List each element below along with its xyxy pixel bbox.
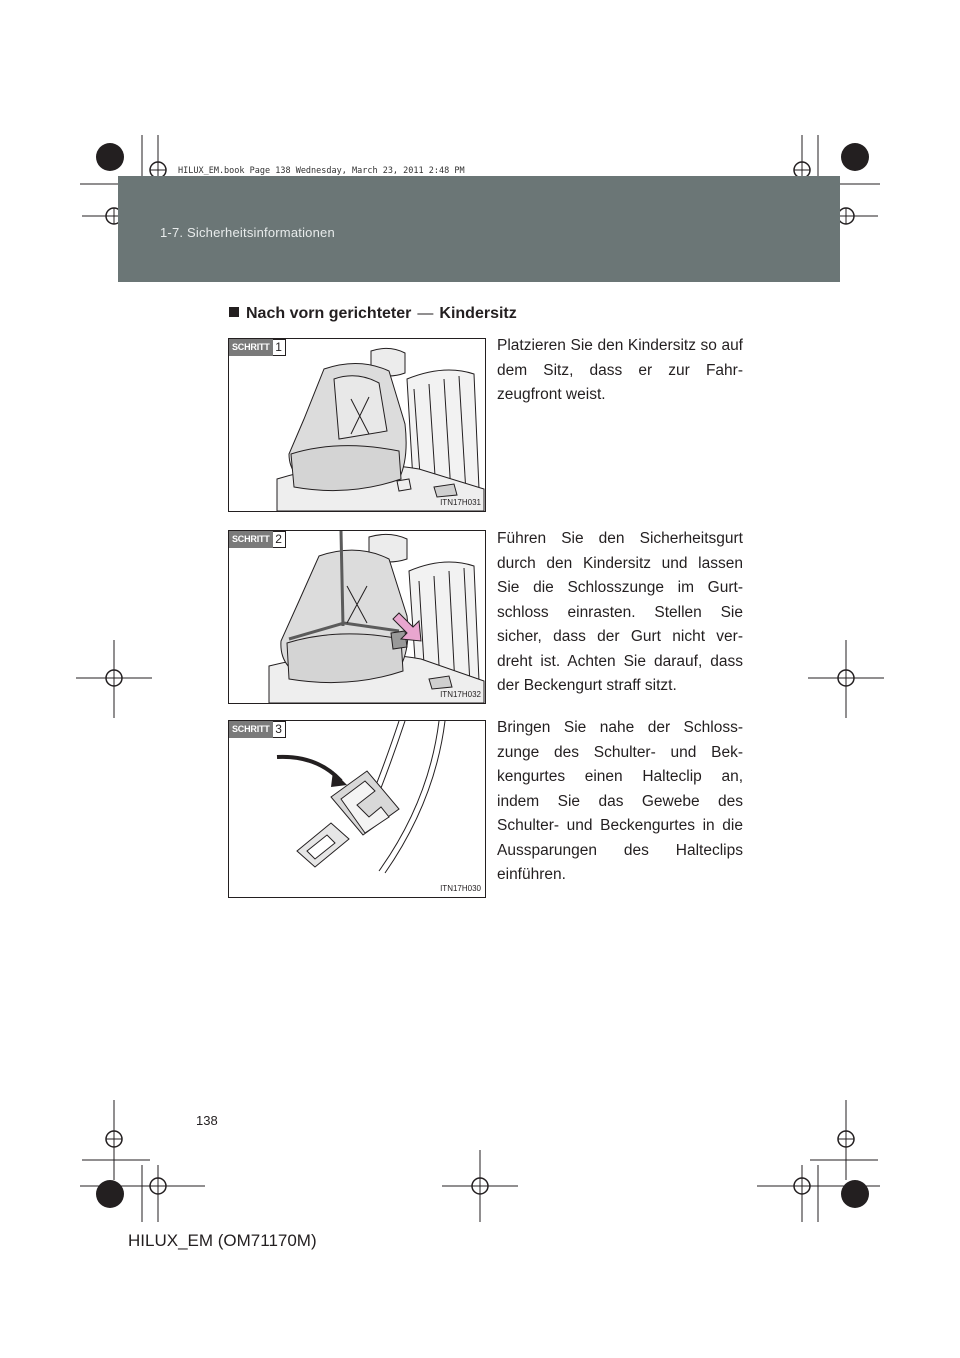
step-3-figure — [228, 720, 486, 898]
child-seat-placement-illustration — [229, 339, 485, 511]
step-2-label — [229, 531, 286, 548]
heading-sub: Kindersitz — [439, 305, 517, 322]
book-stamp: HILUX_EM.book Page 138 Wednesday, March 23, 2011 2:48 PM — [178, 166, 465, 176]
step-word: SCHRITT — [229, 339, 273, 356]
step-number: 2 — [273, 531, 286, 548]
section-heading — [229, 305, 517, 323]
step-1-figure — [228, 338, 486, 512]
page-number: 138 — [196, 1113, 218, 1128]
step-3-text: Bringen Sie nahe der Schloss-zunge des Schulter- und Bek-kengurtes einen Halteclip an, indem Sie das Gewebe des Schulter- und Beckengurtes in die Aussparungen des Halteclips einführen. — [497, 719, 743, 883]
figure-code: ITN17H030 — [440, 884, 481, 893]
step-2-text: Führen Sie den Sicherheitsgurt durch den Kindersitz und lassen Sie die Schlosszunge im Gurt-schloss einrasten. Stellen Sie sicher, dass der Gurt nicht ver-dreht ist. Achten Sie darauf, dass der Beckengurt straff sitzt. — [497, 530, 743, 694]
section-title: 1-7. Sicherheitsinformationen — [160, 225, 335, 240]
step-number: 1 — [273, 339, 286, 356]
bullet-square-icon — [229, 307, 239, 317]
figure-code: ITN17H032 — [440, 690, 481, 699]
step-word: SCHRITT — [229, 721, 273, 738]
heading-main: Nach vorn gerichteter — [246, 305, 412, 322]
footer-code: HILUX_EM (OM71170M) — [128, 1231, 317, 1250]
step-1-text: Platzieren Sie den Kindersitz so auf dem Sitz, dass er zur Fahr-zeugfront weist. — [497, 337, 743, 403]
heading-dash: — — [417, 305, 434, 322]
figure-code: ITN17H031 — [440, 498, 481, 507]
step-2-figure — [228, 530, 486, 704]
step-number: 3 — [273, 721, 286, 738]
seat-belt-routing-illustration — [229, 531, 485, 703]
step-word: SCHRITT — [229, 531, 273, 548]
step-3-label — [229, 721, 286, 738]
step-1-label — [229, 339, 286, 356]
locking-clip-illustration — [229, 721, 485, 897]
